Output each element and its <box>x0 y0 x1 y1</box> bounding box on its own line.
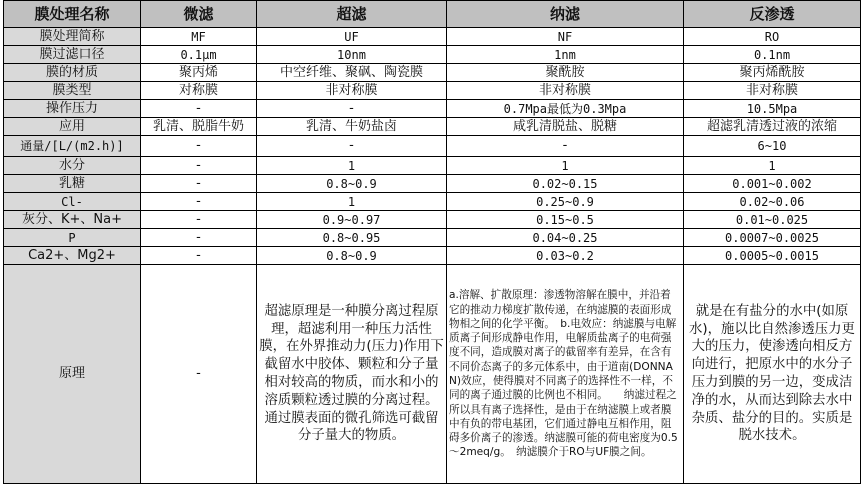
row-label: P <box>4 229 141 247</box>
table-row <box>4 211 861 229</box>
cell: 咸乳清脱盐、脱糖 <box>447 118 684 136</box>
cell: - <box>447 136 684 157</box>
table-row <box>4 175 861 193</box>
cell: - <box>141 247 257 265</box>
table-row <box>4 247 861 265</box>
cell: 0.9~0.97 <box>257 211 447 229</box>
membrane-comparison-table <box>3 0 861 484</box>
row-label: 应用 <box>4 118 141 136</box>
cell: RO <box>684 28 861 46</box>
cell: 6~10 <box>684 136 861 157</box>
header-name: 膜处理名称 <box>4 1 141 28</box>
cell: 1 <box>684 157 861 175</box>
table-row <box>4 28 861 46</box>
table-row <box>4 100 861 118</box>
header-ro: 反渗透 <box>684 1 861 28</box>
row-label: 膜类型 <box>4 82 141 100</box>
cell: - <box>141 136 257 157</box>
table-row <box>4 64 861 82</box>
cell: 0.03~0.2 <box>447 247 684 265</box>
cell: 超滤乳清透过液的浓缩 <box>684 118 861 136</box>
cell: 0.7Mpa最低为0.3Mpa <box>447 100 684 118</box>
cell: 1 <box>257 157 447 175</box>
cell: 0.02~0.15 <box>447 175 684 193</box>
cell: 0.01~0.025 <box>684 211 861 229</box>
row-label: Ca2+、Mg2+ <box>4 247 141 265</box>
cell: - <box>257 100 447 118</box>
row-label: 灰分、K+、Na+ <box>4 211 141 229</box>
cell: 0.02~0.06 <box>684 193 861 211</box>
row-label: 水分 <box>4 157 141 175</box>
cell: 0.001~0.002 <box>684 175 861 193</box>
cell: 0.8~0.95 <box>257 229 447 247</box>
principle-mf: - <box>141 265 257 484</box>
cell: 0.04~0.25 <box>447 229 684 247</box>
cell: - <box>141 211 257 229</box>
cell: 1 <box>447 157 684 175</box>
table-row <box>4 136 861 157</box>
table-row <box>4 82 861 100</box>
cell: 0.0007~0.0025 <box>684 229 861 247</box>
table-row <box>4 193 861 211</box>
cell: 0.1μm <box>141 46 257 64</box>
table-row <box>4 157 861 175</box>
cell: 0.8~0.9 <box>257 247 447 265</box>
row-label: 膜的材质 <box>4 64 141 82</box>
cell: MF <box>141 28 257 46</box>
header-mf: 微滤 <box>141 1 257 28</box>
row-label: 膜过滤口径 <box>4 46 141 64</box>
cell: 0.8~0.9 <box>257 175 447 193</box>
row-label: 乳糖 <box>4 175 141 193</box>
cell: UF <box>257 28 447 46</box>
cell: 1 <box>257 193 447 211</box>
cell: - <box>141 175 257 193</box>
cell: 中空纤维、聚砜、陶瓷膜 <box>257 64 447 82</box>
cell: 0.25~0.9 <box>447 193 684 211</box>
cell: 乳清、牛奶盐卤 <box>257 118 447 136</box>
cell: - <box>141 193 257 211</box>
row-label: 原理 <box>4 265 141 484</box>
cell: 非对称膜 <box>447 82 684 100</box>
cell: 0.0005~0.0015 <box>684 247 861 265</box>
cell: - <box>141 100 257 118</box>
cell: 非对称膜 <box>257 82 447 100</box>
cell: 聚酰胺 <box>447 64 684 82</box>
cell: 对称膜 <box>141 82 257 100</box>
cell: - <box>141 157 257 175</box>
principle-uf: 超滤原理是一种膜分离过程原理，超滤利用一种压力活性膜，在外界推动力(压力)作用下截留水中胶体、颗粒和分子量相对较高的物质，而水和小的溶质颗粒透过膜的分离过程。通过膜表面的微孔筛选可截留分子量大的物质。 <box>257 265 447 484</box>
principle-nf: a.溶解、扩散原理：渗透物溶解在膜中，并沿着它的推动力梯度扩散传递，在纳滤膜的表面形成物相之间的化学平衡。 b.电效应：纳滤膜与电解质离子间形成静电作用，电解质盐离子的电荷强度不同，造成膜对离子的截留率有差异，在含有不同价态离子的多元体系中，由于道南(DONNAN)效应，使得膜对不同离子的选择性不一样，不同的离子通过膜的比例也不相同。 纳滤过程之所以具有离子选择性，是由于在纳滤膜上或者膜中有负的带电基团，它们通过静电互相作用，阻碍多价离子的渗透。纳滤膜可能的荷电密度为0.5～2meq/g。 纳滤膜介于RO与UF膜之间。 <box>447 265 684 484</box>
cell: 10.5Mpa <box>684 100 861 118</box>
cell: - <box>257 136 447 157</box>
row-label: 通量/[L/(m2.h)] <box>4 136 141 157</box>
cell: 聚丙烯酰胺 <box>684 64 861 82</box>
cell: 0.1nm <box>684 46 861 64</box>
row-label: 膜处理简称 <box>4 28 141 46</box>
cell: 1nm <box>447 46 684 64</box>
cell: 非对称膜 <box>684 82 861 100</box>
cell: 乳清、脱脂牛奶 <box>141 118 257 136</box>
table-row <box>4 229 861 247</box>
table-row <box>4 118 861 136</box>
row-label: Cl- <box>4 193 141 211</box>
header-nf: 纳滤 <box>447 1 684 28</box>
cell: 聚丙烯 <box>141 64 257 82</box>
row-label: 操作压力 <box>4 100 141 118</box>
cell: 10nm <box>257 46 447 64</box>
cell: - <box>141 229 257 247</box>
cell: NF <box>447 28 684 46</box>
header-uf: 超滤 <box>257 1 447 28</box>
cell: 0.15~0.5 <box>447 211 684 229</box>
principle-ro: 就是在有盐分的水中(如原水)，施以比自然渗透压力更大的压力，使渗透向相反方向进行，把原水中的水分子压力到膜的另一边，变成洁净的水，从而达到除去水中杂质、盐分的目的。实质是脱水技术。 <box>684 265 861 484</box>
header-row <box>4 1 861 28</box>
principle-row <box>4 265 861 484</box>
table-row <box>4 46 861 64</box>
